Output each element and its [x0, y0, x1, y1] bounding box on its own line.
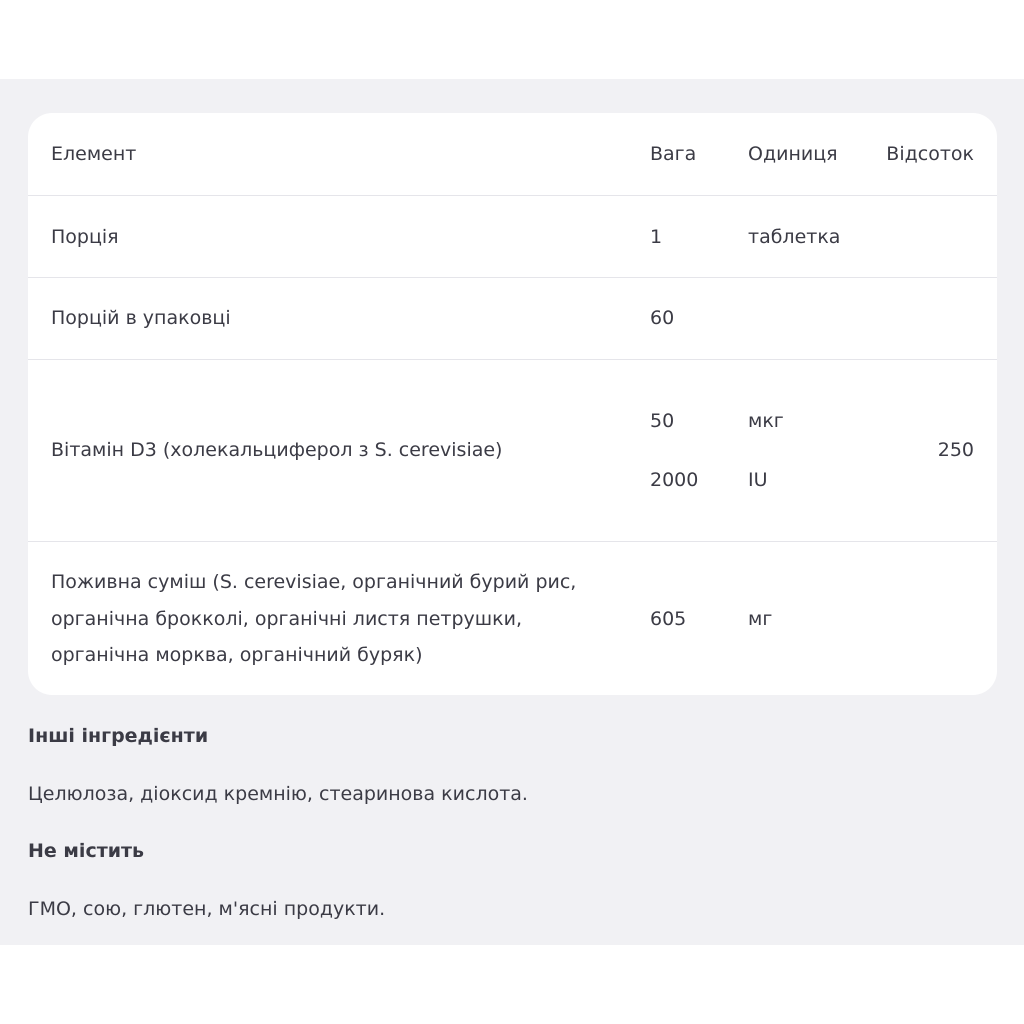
row-weight-primary: 50 [650, 410, 675, 432]
header-percent: Відсоток [886, 143, 974, 165]
supplement-facts-panel [0, 79, 1024, 945]
row-unit: мг [748, 608, 773, 630]
nutrition-table [28, 113, 997, 695]
table-row [28, 360, 997, 542]
row-element: Порція [51, 226, 119, 248]
row-percent: 250 [937, 439, 974, 461]
table-row [28, 278, 997, 360]
table-row [28, 196, 997, 278]
row-element: Поживна суміш (S. cerevisiae, органічний бурий рис, органічна брокколі, органічні листя петрушки, органічна морква, органічний буряк) [51, 571, 577, 666]
row-weight: 60 [650, 307, 675, 329]
header-element: Елемент [51, 143, 137, 165]
table-row [28, 542, 997, 695]
header-weight: Вага [650, 143, 697, 165]
does-not-contain-heading: Не містить [28, 840, 145, 862]
row-weight: 605 [650, 608, 687, 630]
other-ingredients-text: Целюлоза, діоксид кремнію, стеаринова кислота. [28, 783, 528, 805]
other-ingredients-heading: Інші інгредієнти [28, 725, 209, 747]
row-unit: таблетка [748, 226, 841, 248]
row-weight: 1 [650, 226, 663, 248]
row-element: Порцій в упаковці [51, 307, 231, 329]
row-element: Вітамін D3 (холекальциферол з S. cerevisiae) [51, 439, 503, 461]
row-unit-primary: мкг [748, 410, 784, 432]
does-not-contain-text: ГМО, сою, глютен, м'ясні продукти. [28, 898, 386, 920]
row-unit-secondary: IU [748, 469, 768, 491]
table-header-row [28, 113, 997, 196]
row-weight-secondary: 2000 [650, 469, 699, 491]
header-unit: Одиниця [748, 143, 838, 165]
